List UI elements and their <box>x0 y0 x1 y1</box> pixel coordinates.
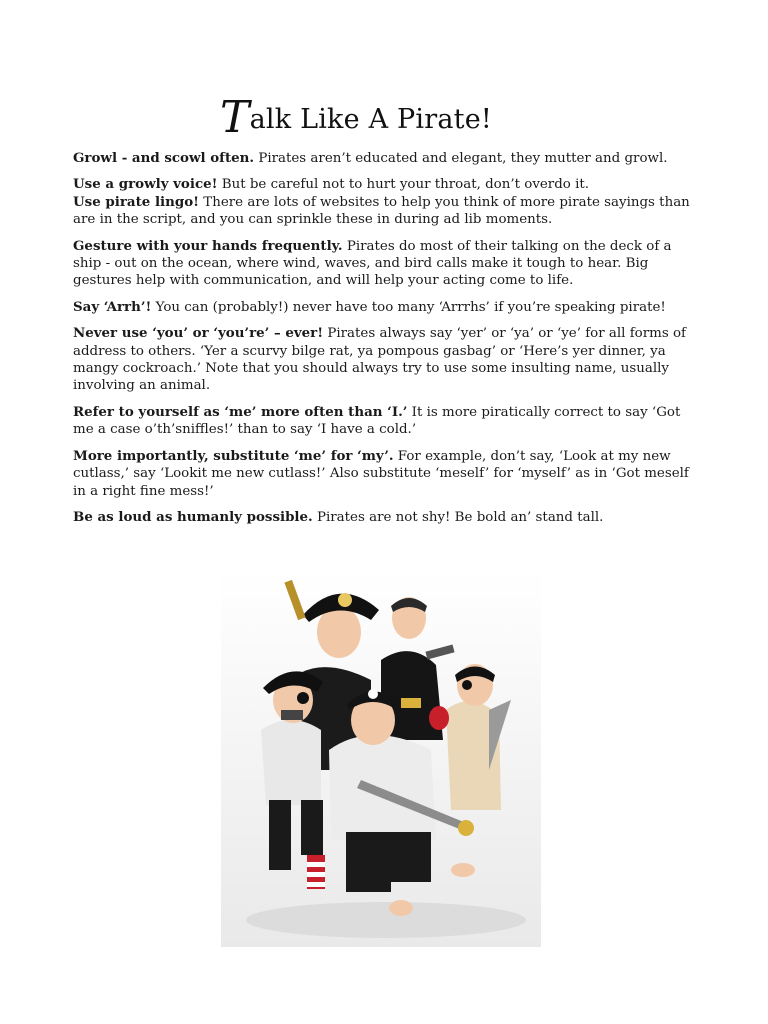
tip-text: It is more piratically correct to say ‘Got me a case o’th’sniffles!’ than to say ‘I have a cold.’ <box>73 404 681 438</box>
tip-paragraph <box>73 509 695 526</box>
tip-paragraph <box>73 238 695 290</box>
tip-lead: Gesture with your hands frequently. <box>73 237 343 254</box>
tip-lead: Use pirate lingo! <box>73 193 200 210</box>
tip-paragraph <box>73 448 695 500</box>
tip-text: Pirates aren’t educated and elegant, they mutter and growl. <box>254 151 668 166</box>
pirate-kids-photo <box>221 570 541 947</box>
tip-lead: Be as loud as humanly possible. <box>73 508 313 525</box>
pirate-kids-illustration <box>221 570 541 947</box>
tip-paragraph <box>73 299 695 316</box>
tip-lead: More importantly, substitute ‘me’ for ‘my’. <box>73 447 394 464</box>
tip-text: Pirates always say ‘yer’ or ‘ya’ or ‘ye’ for all forms of address to others. ‘Yer a scurvy bilge rat, ya pompous gasbag’ or ‘Here’s yer dinner, ya mangy cockroach.’ Note that you should always try to use some insulting name, usually involving an animal. <box>73 326 686 394</box>
tip-lead: Say ‘Arrh’! <box>73 298 152 315</box>
tip-text: There are lots of websites to help you think of more pirate sayings than are in the script, and you can sprinkle these in during ad lib moments. <box>73 194 690 228</box>
tip-paragraph <box>73 325 695 395</box>
tip-paragraph <box>73 176 695 193</box>
page-title <box>0 92 712 143</box>
tip-lead: Never use ‘you’ or ‘you’re’ – ever! <box>73 325 324 342</box>
tip-lead: Refer to yourself as ‘me’ more often than ‘I.’ <box>73 403 408 420</box>
tip-text: But be careful not to hurt your throat, don’t overdo it. <box>217 177 590 193</box>
tips-list <box>73 150 695 535</box>
tip-paragraph <box>73 150 695 167</box>
tip-paragraph <box>73 194 695 229</box>
tip-lead: Use a growly voice! <box>73 176 218 193</box>
tip-text: For example, don’t say, ‘Look at my new cutlass,’ say ‘Lookit me new cutlass!’ Also substitute ‘meself’ for ‘myself’ as in ‘Got meself in a right fine mess!’ <box>73 448 689 499</box>
tip-text: You can (probably!) never have too many ‘Arrrhs’ if you’re speaking pirate! <box>151 299 666 315</box>
tip-paragraph <box>73 404 695 439</box>
title-initial: T <box>220 92 250 143</box>
tip-lead: Growl - and scowl often. <box>73 150 255 166</box>
tip-text: Pirates are not shy! Be bold an’ stand tall. <box>312 509 604 525</box>
title-text: alk Like A Pirate! <box>249 104 492 135</box>
tip-text: Pirates do most of their talking on the deck of a ship - out on the ocean, where wind, waves, and bird calls make it tough to hear. Big gestures help with communication, and will help your acting come to life. <box>73 238 672 289</box>
floor-shadow <box>246 902 526 938</box>
